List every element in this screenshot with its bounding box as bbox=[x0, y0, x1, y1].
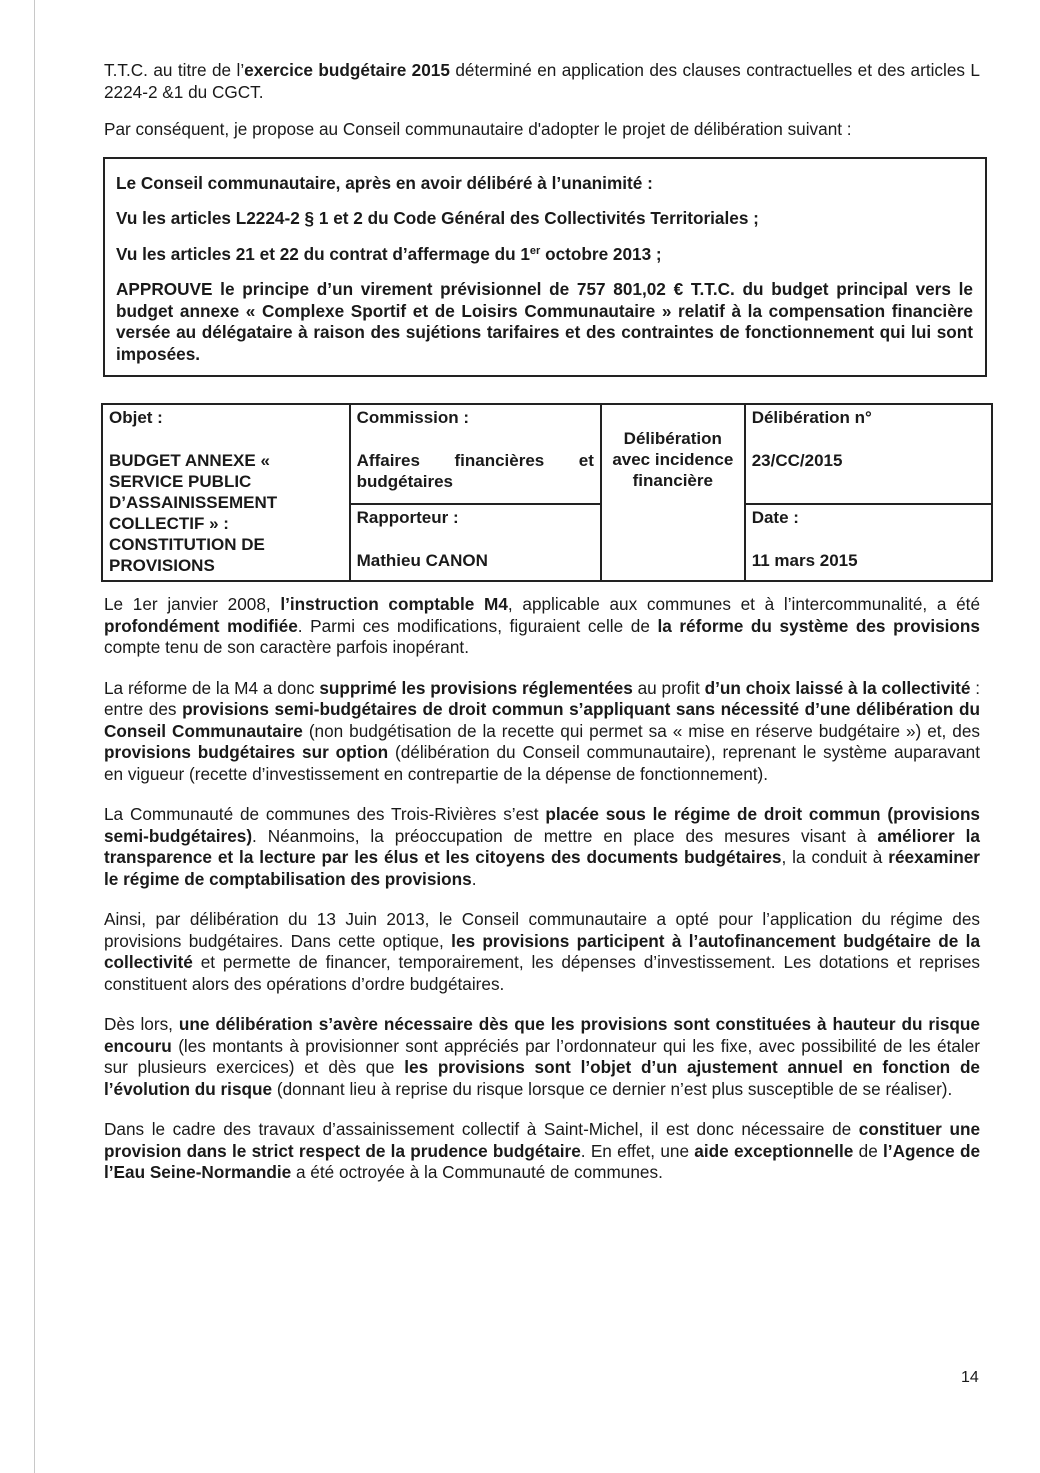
bold-segment: provisions budgétaires sur option bbox=[104, 742, 389, 762]
objet-label: Objet : bbox=[109, 408, 163, 427]
date-value: 11 mars 2015 bbox=[751, 550, 858, 570]
proposal-paragraph: Par conséquent, je propose au Conseil communautaire d'adopter le projet de délibération suivant : bbox=[104, 119, 852, 139]
bold-segment: les provisions sont l’objet d’un ajustement annuel en fonction de l’évolution du risque bbox=[104, 1057, 980, 1099]
text-segment: La Communauté de communes des Trois-Rivières s’est bbox=[104, 804, 546, 824]
text-segment: . En effet, une bbox=[580, 1140, 695, 1161]
deliberation-number-label: Délibération n° bbox=[751, 408, 872, 427]
bold-segment: supprimé les provisions réglementées bbox=[319, 677, 633, 698]
bold-segment: profondément modifiée bbox=[104, 615, 298, 636]
bold-segment: améliorer la transparence et la lecture par les élus et les citoyens des documents budgétaires bbox=[104, 825, 980, 867]
incidence-cell bbox=[601, 404, 745, 581]
paragraph-m4-reform bbox=[104, 594, 980, 659]
date-cell bbox=[745, 504, 992, 581]
text-segment: de bbox=[853, 1140, 884, 1161]
paragraph-deliberation-needed bbox=[104, 1014, 980, 1100]
rapporteur-label: Rapporteur : bbox=[356, 507, 459, 527]
text-segment: (donnant lieu à reprise du risque lorsque ce dernier n’est plus susceptible de se réaliser). bbox=[272, 1078, 953, 1099]
bold-segment: l’instruction comptable M4 bbox=[280, 594, 508, 614]
bold-segment: une délibération s’avère nécessaire dès que les provisions sont constituées à hauteur du risque encouru bbox=[104, 1014, 980, 1056]
incidence-text: Délibération avec incidence financière bbox=[612, 428, 734, 490]
paragraph-budget-provisions bbox=[104, 909, 980, 995]
deliberation-number-cell bbox=[745, 404, 992, 504]
paragraph-provisions-choice bbox=[104, 678, 980, 786]
deliberation-approval: APPROUVE le principe d’un virement prévisionnel de 757 801,02 € T.T.C. du budget principal vers le budget annexe « Complexe Sportif et de Loisirs Communautaire » relatif à la compensation financière versée au délégataire à raison des sujétions tarifaires et des contraintes de fonctionnement qui lui sont imposées. bbox=[116, 279, 973, 364]
deliberation-line-2: Vu les articles L2224-2 § 1 et 2 du Code Général des Collectivités Territoriales ; bbox=[116, 208, 759, 228]
bold-segment: réexaminer le régime de comptabilisation des provisions bbox=[104, 847, 980, 889]
bold-segment: l’Agence de l’Eau Seine-Normandie bbox=[104, 1140, 981, 1182]
objet-cell bbox=[102, 404, 350, 581]
text-segment: . bbox=[471, 868, 477, 889]
rapporteur-cell bbox=[350, 504, 601, 581]
text-segment: Ainsi, par délibération du 13 Juin 2013, le Conseil communautaire a opté pour l’application du régime des provisions budgétaires. Dans cette optique, bbox=[104, 909, 980, 951]
text-segment: et permette de financer, temporairement, les dépenses d’investissement. Les dotations et reprises constituent alors des opérations d’ordre budgétaires. bbox=[104, 952, 980, 994]
commission-cell bbox=[350, 404, 601, 504]
bold-segment: d’un choix laissé à la collectivité bbox=[704, 677, 971, 698]
deliberation-number-value: 23/CC/2015 bbox=[751, 451, 843, 470]
objet-value: BUDGET ANNEXE « SERVICE PUBLIC D’ASSAINISSEMENT COLLECTIF » : CONSTITUTION DE PROVISIONS bbox=[109, 451, 278, 575]
text-segment: au profit bbox=[632, 677, 705, 698]
text-segment: : entre des bbox=[104, 677, 981, 719]
text-segment: (non budgétisation de la recette qui permet sa « mise en réserve budgétaire ») et, des bbox=[302, 720, 980, 741]
bold-segment: les provisions participent à l’autofinancement budgétaire de la collectivité bbox=[104, 930, 981, 972]
text-segment: Dès lors, bbox=[104, 1014, 179, 1034]
paragraph-common-regime bbox=[104, 804, 980, 890]
deliberation-meta-table bbox=[101, 403, 993, 582]
text-segment: , la conduit à bbox=[781, 847, 889, 867]
page-number: 14 bbox=[961, 1369, 979, 1386]
commission-value-line: Affaires financières et budgétaires bbox=[356, 451, 594, 491]
bold-segment: la réforme du système des provisions bbox=[657, 615, 980, 636]
document-body bbox=[104, 60, 980, 1203]
text-segment: (délibération du Conseil communautaire), reprenant le système auparavant en vigueur (recette d’investissement en contrepartie de la dépense de fonctionnement). bbox=[104, 742, 980, 784]
deliberation-line-1: Le Conseil communautaire, après en avoir délibéré à l’unanimité : bbox=[116, 172, 653, 193]
text-segment: (les montants à provisionner sont appréciés par l’ordonnateur qui les fixe, avec possibilité de les étaler sur plusieurs exercices) et dès que bbox=[104, 1035, 980, 1077]
intro-paragraph: T.T.C. au titre de l’exercice budgétaire 2015 déterminé en application des clauses contractuelles et des articles L 2224-2 &1 du CGCT. bbox=[104, 60, 980, 102]
text-segment: Dans le cadre des travaux d’assainissement collectif à Saint-Michel, il est donc nécessaire de bbox=[104, 1119, 859, 1139]
text-segment: Le 1er janvier 2008, bbox=[104, 594, 281, 614]
deliberation-line-3: Vu les articles 21 et 22 du contrat d’affermage du 1er octobre 2013 ; bbox=[116, 243, 662, 264]
paragraph-saint-michel bbox=[104, 1119, 980, 1184]
text-segment: compte tenu de son caractère parfois inopérant. bbox=[104, 637, 469, 657]
bold-segment: constituer une provision dans le strict respect de la prudence budgétaire bbox=[104, 1119, 980, 1161]
text-segment: . Néanmoins, la préoccupation de mettre en place des mesures visant à bbox=[252, 825, 878, 846]
text-segment: a été octroyée à la Communauté de communes. bbox=[291, 1162, 663, 1182]
rapporteur-value: Mathieu CANON bbox=[356, 550, 488, 570]
commission-label: Commission : bbox=[356, 408, 470, 427]
deliberation-box bbox=[103, 157, 987, 378]
date-label: Date : bbox=[751, 507, 799, 527]
bold-segment: provisions semi-budgétaires de droit commun s’appliquant sans nécessité d’une délibération du Conseil Communautaire bbox=[104, 699, 981, 741]
bold-segment: placée sous le régime de droit commun (provisions semi-budgétaires) bbox=[104, 804, 980, 846]
text-segment: . Parmi ces modifications, figuraient celle de bbox=[297, 615, 658, 636]
text-segment: La réforme de la M4 a donc bbox=[104, 677, 320, 698]
text-segment: , applicable aux communes et à l’intercommunalité, a été bbox=[507, 594, 981, 614]
page-margin-line bbox=[34, 0, 35, 1473]
bold-segment: aide exceptionnelle bbox=[694, 1140, 854, 1161]
